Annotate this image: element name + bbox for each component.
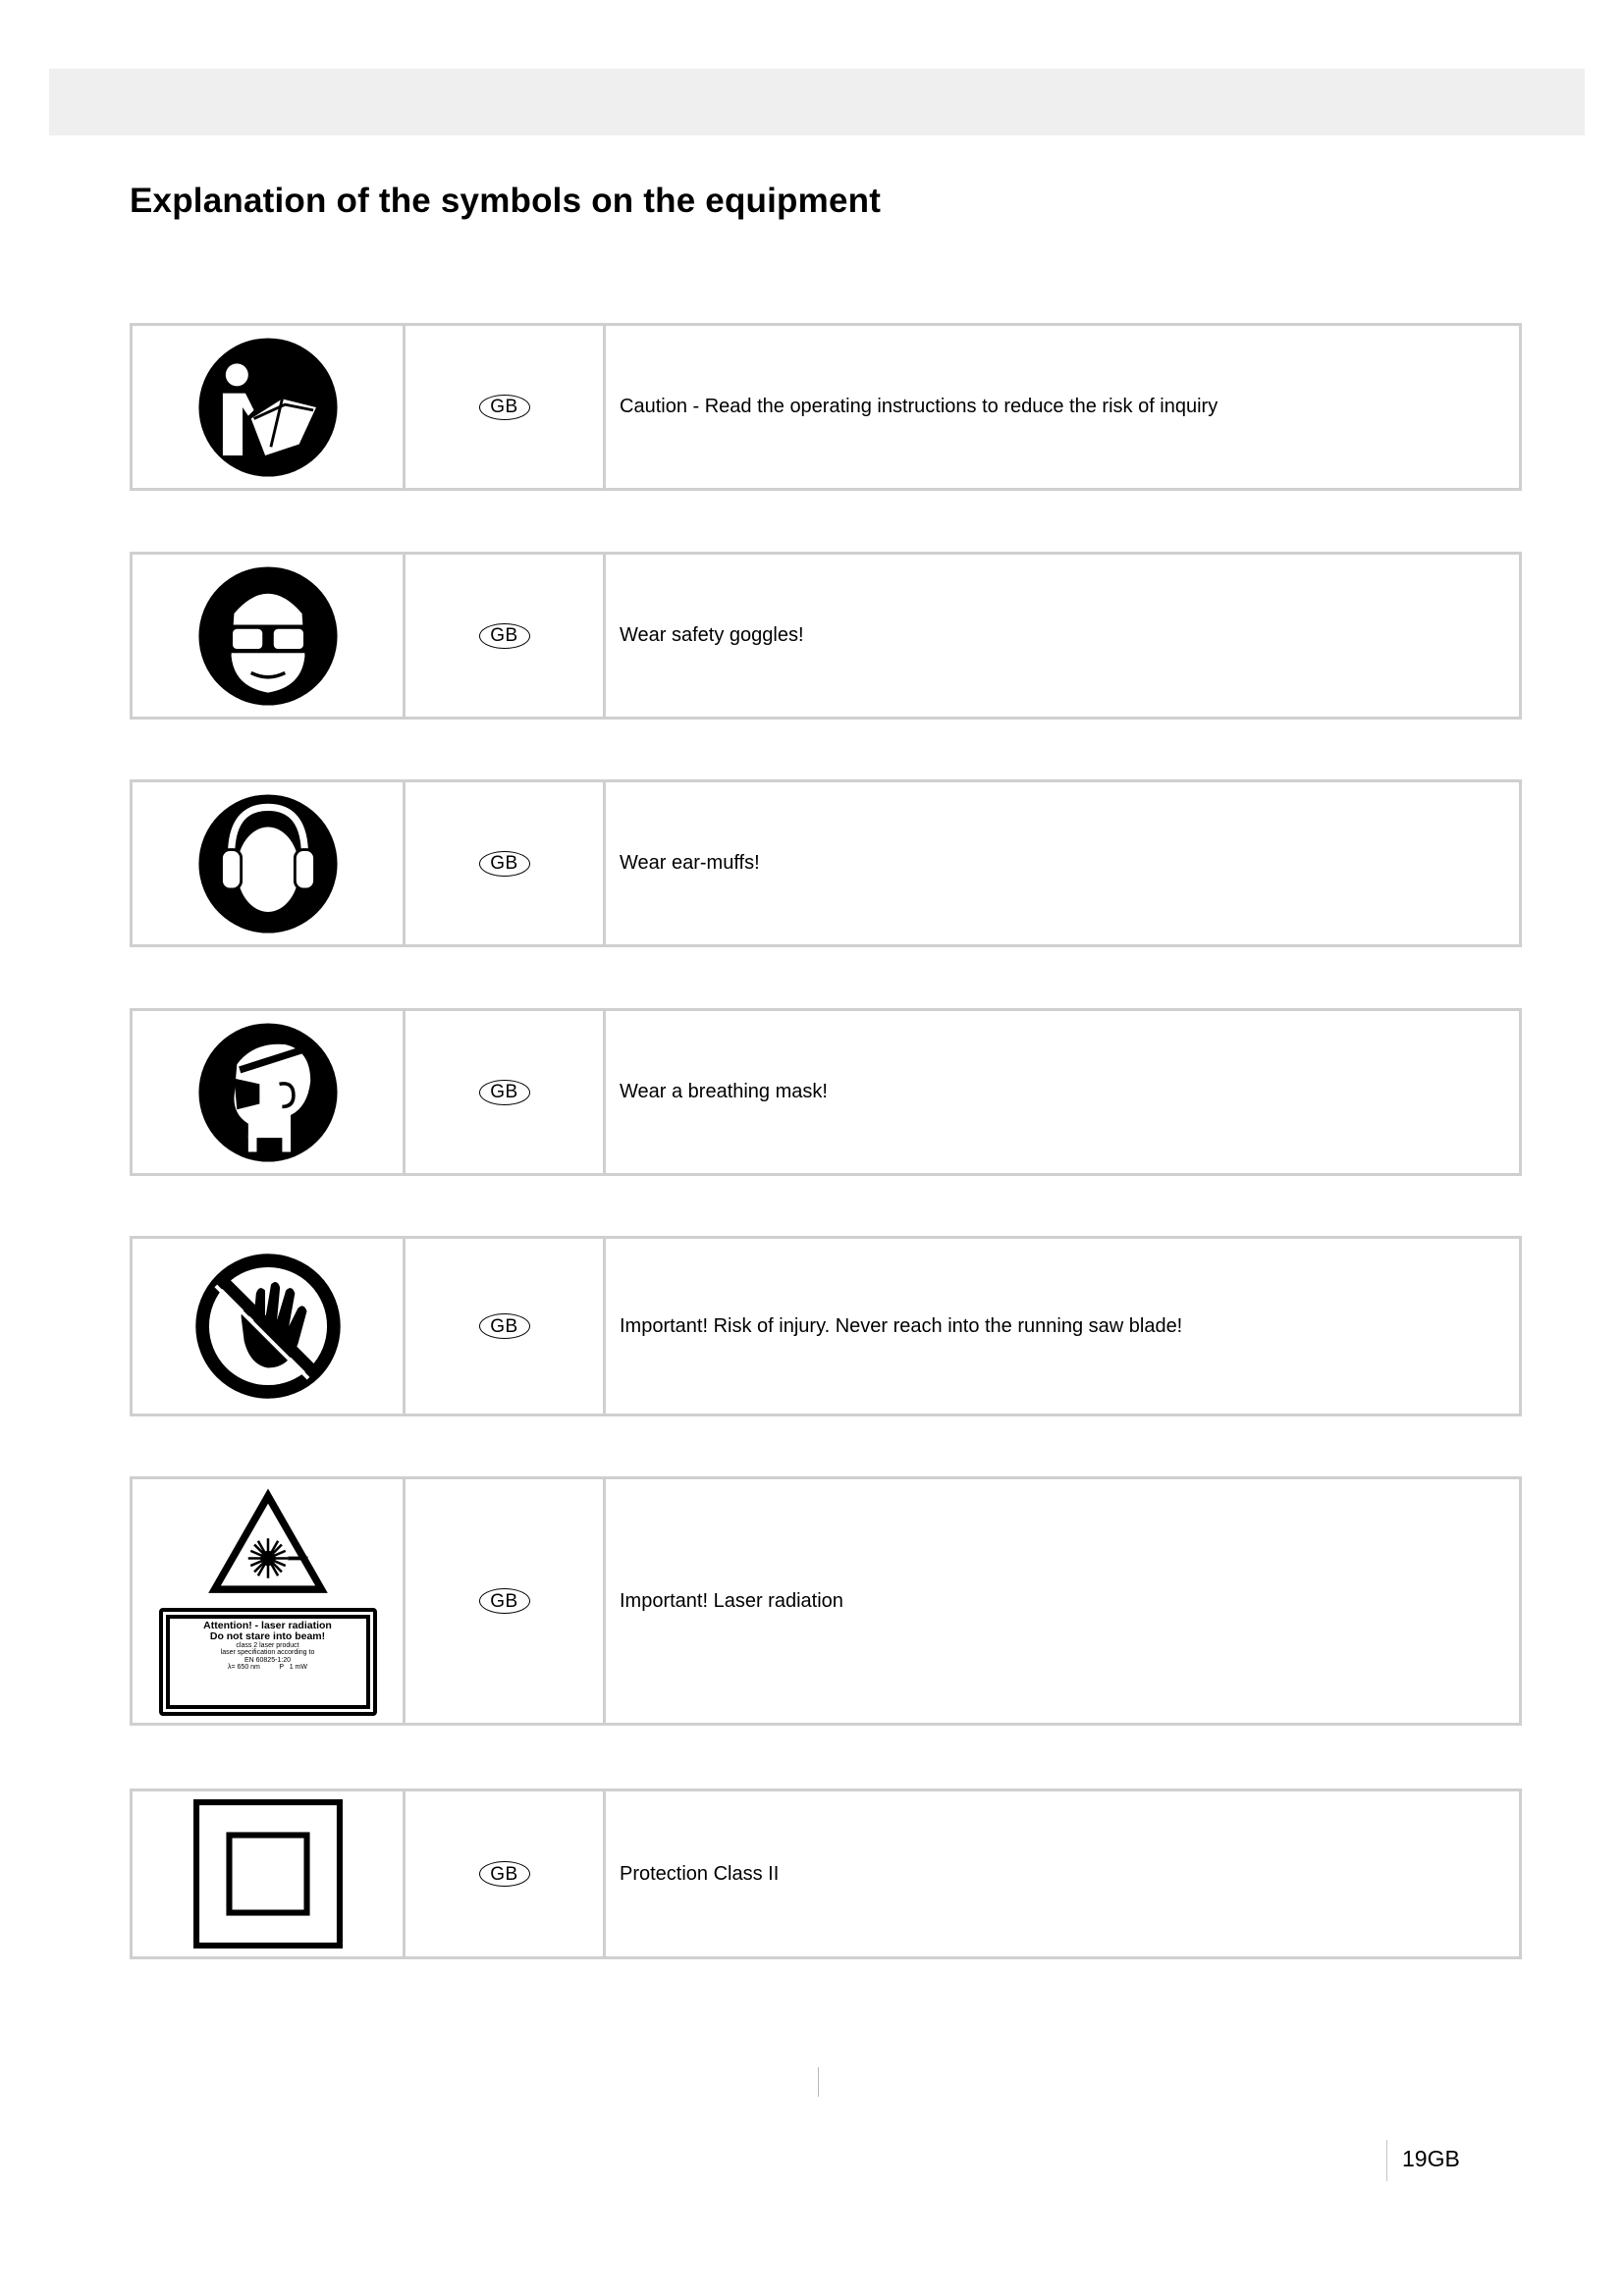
laser-label-line: laser specification according to (220, 1649, 315, 1657)
country-cell (406, 1791, 606, 1956)
symbol-row-safety-goggles (130, 552, 1522, 720)
safety-goggles-icon (197, 565, 339, 707)
country-badge: GB (479, 395, 530, 420)
laser-label-line: Attention! - laser radiation (203, 1620, 332, 1631)
icon-cell (133, 1011, 406, 1173)
symbol-row-ear-muffs (130, 779, 1522, 947)
description-cell: Wear ear-muffs! (620, 852, 760, 874)
footer-divider (1386, 2140, 1387, 2181)
country-badge: GB (479, 1861, 530, 1887)
icon-cell (133, 1479, 406, 1723)
description-cell: Important! Laser radiation (620, 1589, 843, 1612)
laser-label (159, 1608, 377, 1716)
country-cell (406, 1239, 606, 1414)
country-cell (406, 1479, 606, 1723)
symbol-row-laser (130, 1476, 1522, 1726)
description-cell: Wear a breathing mask! (620, 1081, 828, 1102)
page-divider (818, 2067, 819, 2097)
breathing-mask-icon (197, 1022, 339, 1163)
country-badge: GB (479, 851, 530, 877)
country-cell (406, 555, 606, 717)
description-cell: Caution - Read the operating instructions to reduce the risk of inquiry (620, 396, 1218, 417)
laser-label-line: class 2 laser product (236, 1642, 299, 1650)
laser-label-line: EN 60825-1:20 (244, 1656, 292, 1664)
description-cell: Protection Class II (620, 1862, 780, 1885)
symbol-row-breathing-mask (130, 1008, 1522, 1176)
header-band (49, 69, 1585, 135)
icon-cell (133, 1239, 406, 1414)
symbol-row-no-hand-reach (130, 1236, 1522, 1416)
ear-muffs-icon (197, 793, 339, 934)
page-title: Explanation of the symbols on the equipment (130, 182, 882, 220)
country-badge: GB (479, 1588, 530, 1614)
description-cell: Wear safety goggles! (620, 624, 804, 646)
laser-label-line: λ= 650 nm P 1 mW (228, 1664, 307, 1672)
country-badge: GB (479, 623, 530, 649)
icon-cell (133, 782, 406, 944)
icon-cell (133, 1791, 406, 1956)
description-cell: Important! Risk of injury. Never reach into the running saw blade! (620, 1314, 1183, 1337)
symbol-row-read-manual (130, 323, 1522, 491)
no-hand-reach-icon (193, 1252, 343, 1401)
symbol-row-protection-class (130, 1789, 1522, 1959)
country-cell (406, 782, 606, 944)
page-number: 19GB (1402, 2146, 1460, 2171)
icon-cell (133, 326, 406, 488)
read-manual-icon (197, 337, 339, 478)
country-badge: GB (479, 1080, 530, 1105)
protection-class-ii-icon (193, 1799, 343, 1949)
country-badge: GB (479, 1313, 530, 1339)
country-cell (406, 1011, 606, 1173)
laser-warning-icon (205, 1486, 331, 1598)
country-cell (406, 326, 606, 488)
laser-label-line: Do not stare into beam! (209, 1630, 326, 1643)
icon-cell (133, 555, 406, 717)
